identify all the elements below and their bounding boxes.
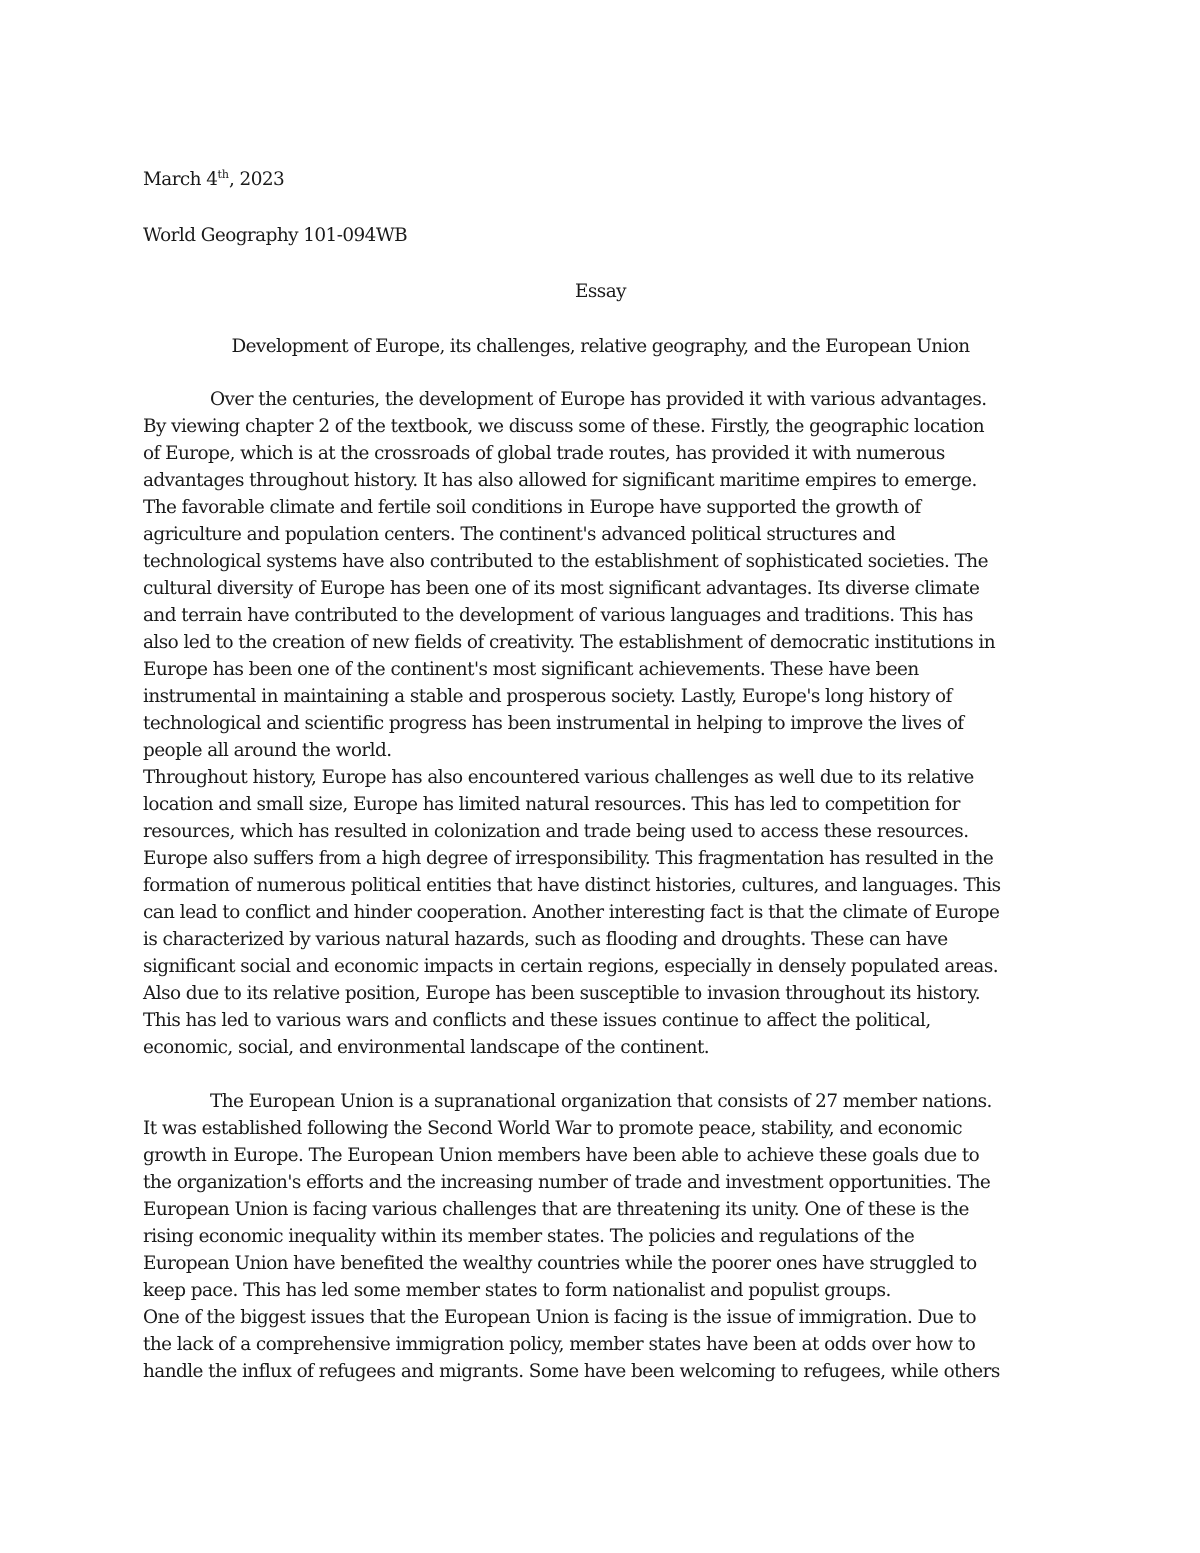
- essay-paragraphs: [143, 386, 1058, 1385]
- paragraph-line: Also due to its relative position, Europe has been susceptible to invasion throughout its history.: [143, 983, 981, 1004]
- paragraph-line: European Union is facing various challenges that are threatening its unity. One of these is the: [143, 1199, 969, 1220]
- paragraph-line: can lead to conflict and hinder cooperation. Another interesting fact is that the climate of Europe: [143, 902, 1000, 923]
- date-year: , 2023: [228, 169, 285, 190]
- paragraph-line: the organization's efforts and the increasing number of trade and investment opportunities. The: [143, 1172, 991, 1193]
- paragraph-line: resources, which has resulted in colonization and trade being used to access these resources.: [143, 821, 969, 842]
- paragraph-line: and terrain have contributed to the development of various languages and traditions. This has: [143, 605, 973, 626]
- paragraph-line: This has led to various wars and conflicts and these issues continue to affect the political,: [143, 1010, 931, 1031]
- paragraph-4: [143, 1304, 1058, 1385]
- paragraph-line: growth in Europe. The European Union members have been able to achieve these goals due to: [143, 1145, 980, 1166]
- paragraph-line: The favorable climate and fertile soil conditions in Europe have supported the growth of: [143, 497, 921, 518]
- paragraph-line: also led to the creation of new fields of creativity. The establishment of democratic institutions in: [143, 632, 996, 653]
- paragraph-line: advantages throughout history. It has also allowed for significant maritime empires to emerge.: [143, 470, 977, 491]
- paragraph-line: cultural diversity of Europe has been one of its most significant advantages. Its diverse climate: [143, 578, 980, 599]
- paragraph-line: European Union have benefited the wealthy countries while the poorer ones have struggled to: [143, 1253, 977, 1274]
- paragraph-gap: [143, 1061, 1058, 1088]
- paragraph-line: Europe has been one of the continent's most significant achievements. These have been: [143, 659, 919, 680]
- paragraph-line: of Europe, which is at the crossroads of global trade routes, has provided it with numerous: [143, 443, 945, 464]
- paragraph-line: Over the centuries, the development of Europe has provided it with various advantages.: [210, 389, 987, 410]
- essay-title: Development of Europe, its challenges, relative geography, and the European Union: [231, 336, 970, 357]
- course-name: World Geography 101-094WB: [143, 225, 408, 246]
- paragraph-line: It was established following the Second World War to promote peace, stability, and economic: [143, 1118, 962, 1139]
- paragraph-line: handle the influx of refugees and migrants. Some have been welcoming to refugees, while others: [143, 1361, 1000, 1382]
- paragraph-3: [143, 1088, 1058, 1304]
- date-month-day: March 4: [143, 169, 218, 190]
- paragraph-line: technological systems have also contributed to the establishment of sophisticated societies. The: [143, 551, 988, 572]
- paragraph-line: technological and scientific progress has been instrumental in helping to improve the lives of: [143, 713, 964, 734]
- document-body: [143, 166, 1058, 1385]
- paragraph-line: people all around the world.: [143, 740, 392, 761]
- paragraph-line: keep pace. This has led some member states to form nationalist and populist groups.: [143, 1280, 891, 1301]
- date-ordinal-suffix: th: [217, 168, 229, 181]
- paragraph-line: rising economic inequality within its member states. The policies and regulations of the: [143, 1226, 915, 1247]
- paragraph-line: economic, social, and environmental landscape of the continent.: [143, 1037, 710, 1058]
- paragraph-line: agriculture and population centers. The continent's advanced political structures and: [143, 524, 896, 545]
- paragraph-line: is characterized by various natural hazards, such as flooding and droughts. These can have: [143, 929, 948, 950]
- paragraph-line: Europe also suffers from a high degree of irresponsibility. This fragmentation has resulted in the: [143, 848, 994, 869]
- paragraph-line: The European Union is a supranational organization that consists of 27 member nations.: [210, 1091, 992, 1112]
- paragraph-line: By viewing chapter 2 of the textbook, we discuss some of these. Firstly, the geographic location: [143, 416, 985, 437]
- paragraph-line: Throughout history, Europe has also encountered various challenges as well due to its relative: [143, 767, 974, 788]
- paragraph-line: One of the biggest issues that the European Union is facing is the issue of immigration. Due to: [143, 1307, 977, 1328]
- paragraph-line: location and small size, Europe has limited natural resources. This has led to competition for: [143, 794, 960, 815]
- paragraph-line: instrumental in maintaining a stable and prosperous society. Lastly, Europe's long history of: [143, 686, 952, 707]
- paragraph-line: the lack of a comprehensive immigration policy, member states have been at odds over how to: [143, 1334, 976, 1355]
- paragraph-line: significant social and economic impacts in certain regions, especially in densely populated areas.: [143, 956, 999, 977]
- essay-label: Essay: [575, 281, 626, 302]
- paragraph-line: formation of numerous political entities that have distinct histories, cultures, and languages. This: [143, 875, 1001, 896]
- paragraph-1: [143, 386, 1058, 764]
- paragraph-2: [143, 764, 1058, 1061]
- essay-date: [143, 166, 1058, 193]
